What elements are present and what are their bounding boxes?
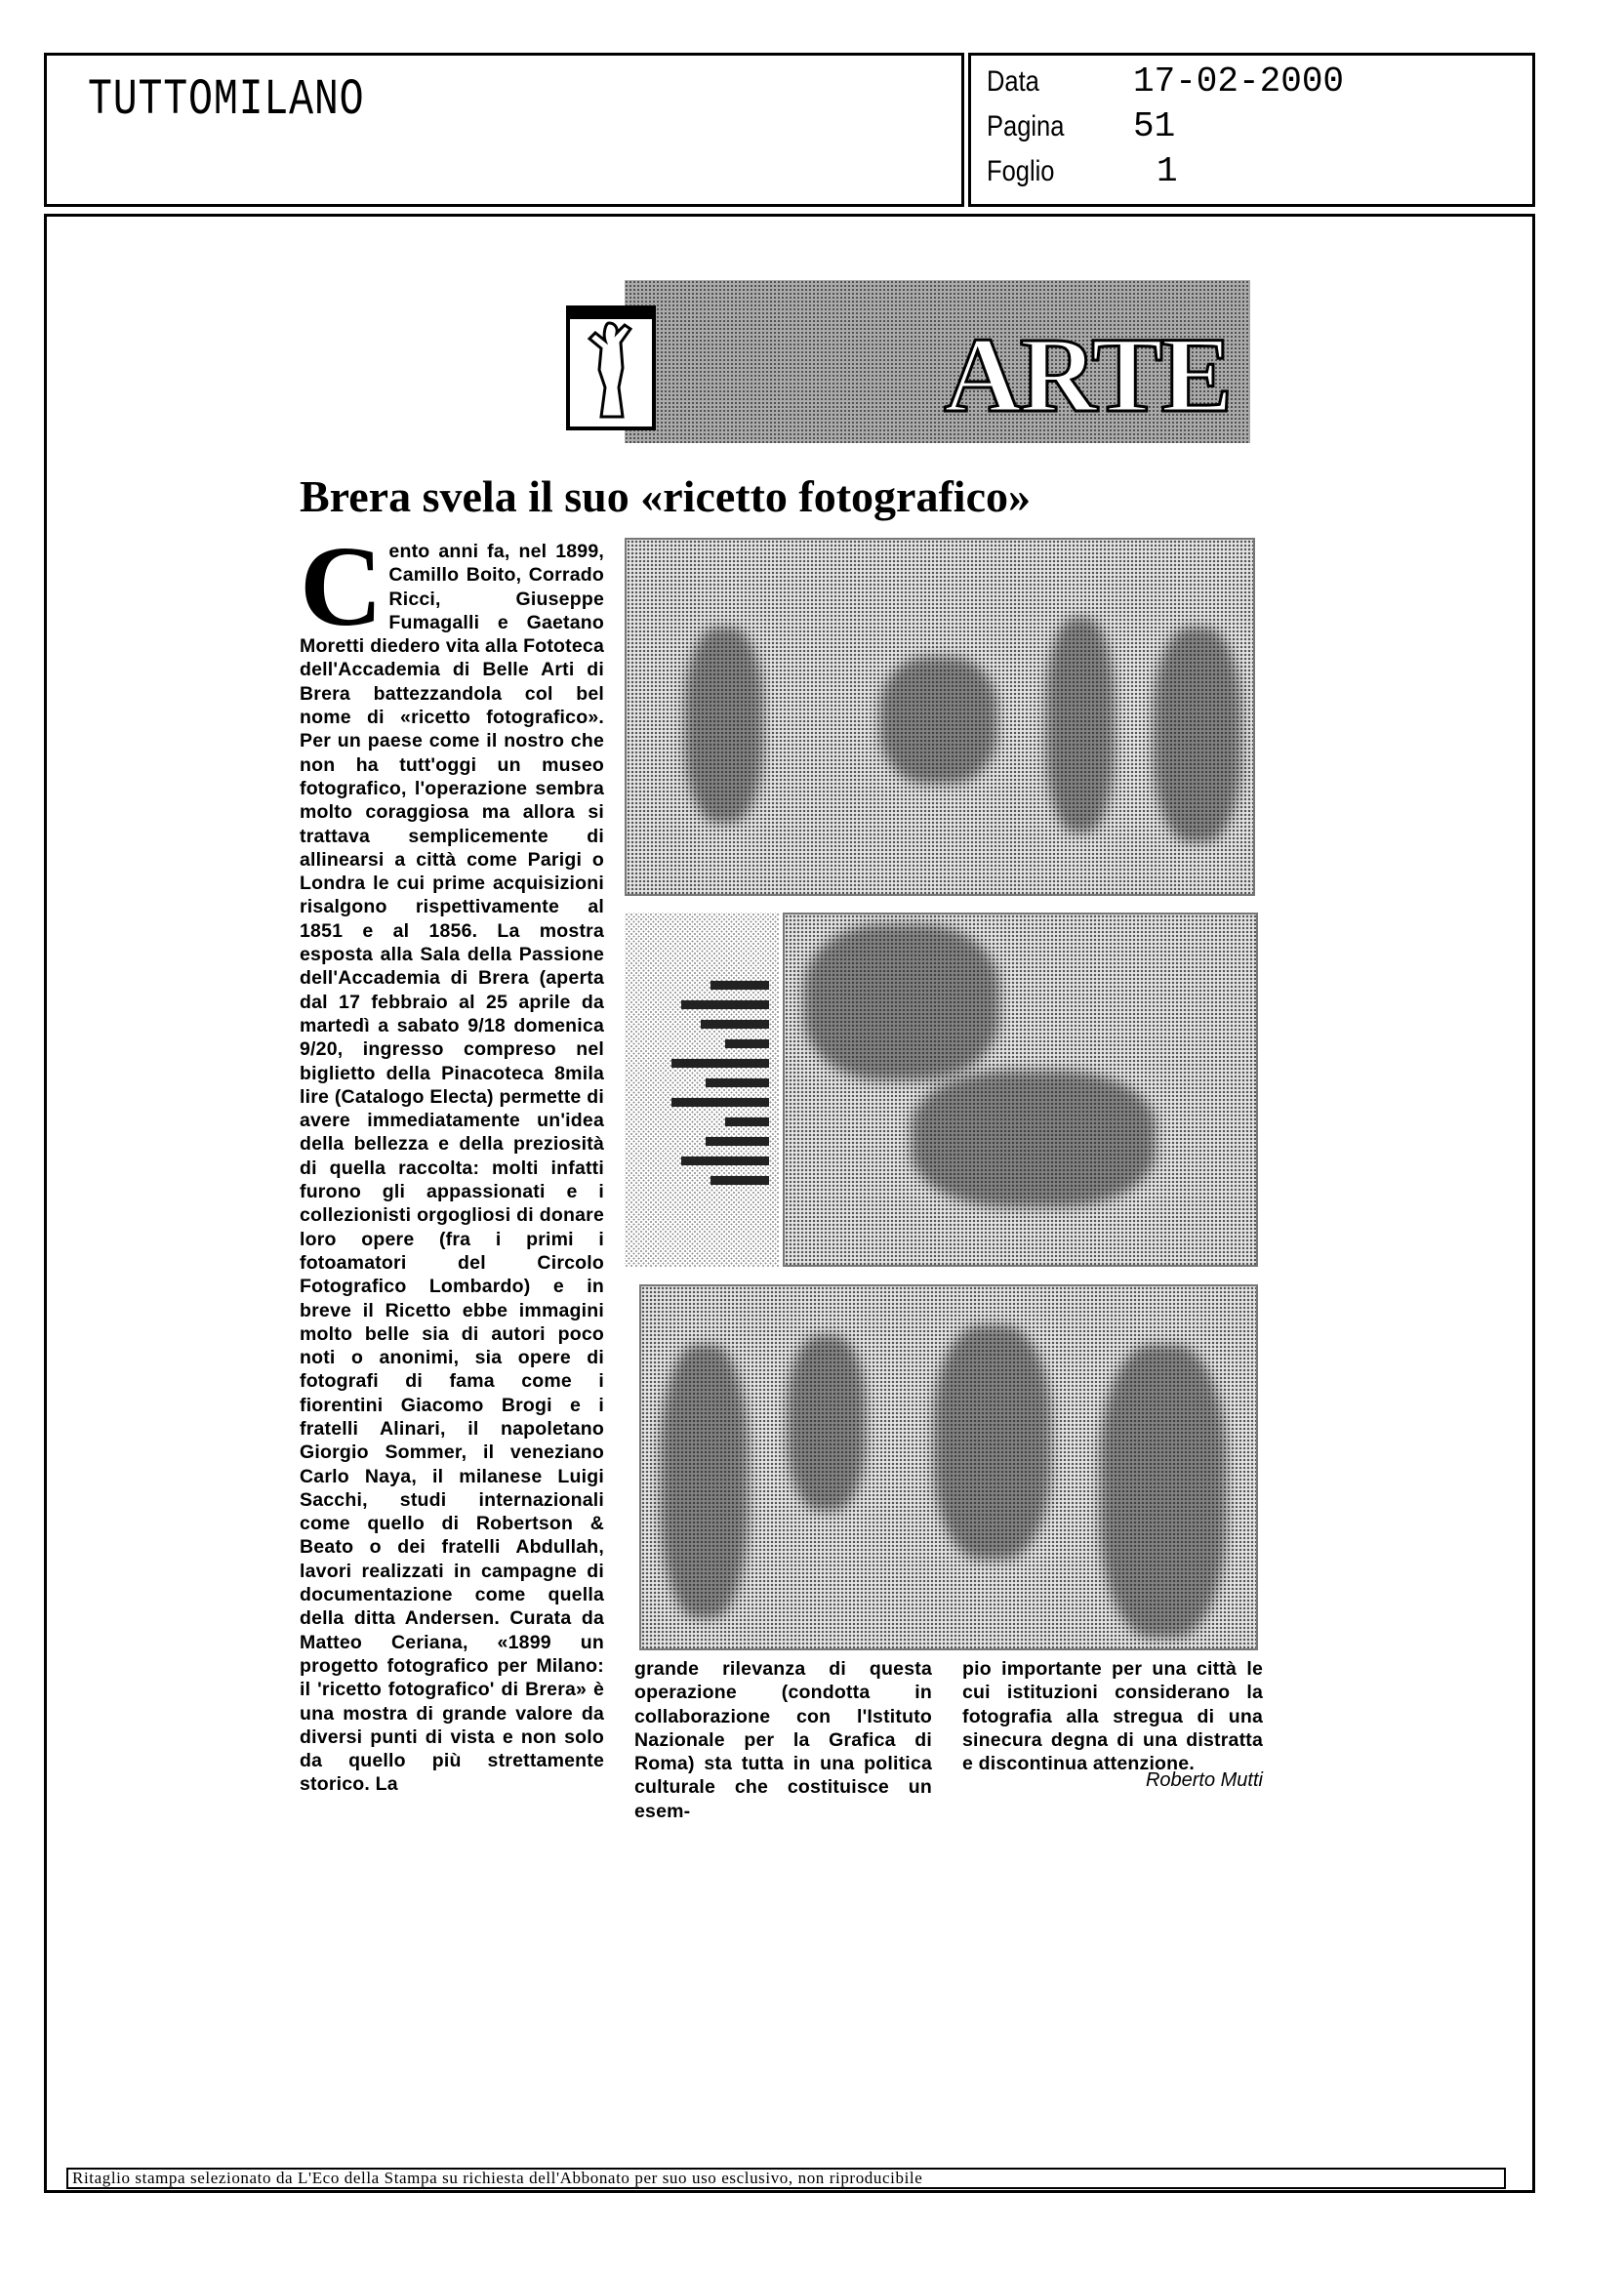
article-photo-2	[783, 913, 1258, 1267]
article-headline: Brera svela il suo «ricetto fotografico»	[300, 471, 1031, 521]
page-label: Pagina	[987, 110, 1065, 142]
metadata-box	[968, 53, 1535, 207]
article-photo-1	[625, 538, 1255, 896]
article-column-1	[300, 522, 604, 1797]
publication-box	[44, 53, 964, 207]
publication-name: TUTTOMILANO	[88, 71, 365, 129]
drop-cap: C	[300, 522, 384, 650]
photo-caption	[625, 913, 779, 1267]
article-byline: Roberto Mutti	[1145, 1769, 1263, 1791]
statue-icon	[566, 305, 656, 430]
article-column-3: pio importante per una città le cui istituzioni considerano la fotografia alla stregua di una sinecura degna di una distratta e discontinua attenzione.	[962, 1658, 1263, 1775]
date-label: Data	[987, 65, 1039, 98]
column-1-text: ento anni fa, nel 1899, Camillo Boito, Corrado Ricci, Giuseppe Fumagalli e Gaetano Moretti diedero vita alla Fototeca dell'Accademia di Belle Arti di Brera battezzandola col bel nome di «ricetto fotografico». Per un paese come il nostro che non ha tutt'oggi un museo fotografico, l'operazione sembra molto coraggiosa ma allora si trattava semplicemente di allinearsi a città come Parigi o Londra le cui prime acquisizioni risalgono rispettivamente al 1851 e al 1856. La mostra esposta alla Sala della Passione dell'Accademia di Brera (aperta dal 17 febbraio al 25 aprile da martedì a sabato 9/18 domenica 9/20, ingresso compreso nel biglietto della Pinacoteca 8mila lire (Catalogo Electa) permette di avere immediatamente un'idea della bellezza e della preziosità di quella raccolta: molti infatti furono gli appassionati e i collezionisti orgogliosi di donare loro opere (fra i primi i fotoamatori del Circolo Fotografico Lombardo) e in breve il Ricetto ebbe immagini molto belle sia di autori poco noti o anonimi, sia opere di fotografi di fama come i fiorentini Giacomo Brogi e i fratelli Alinari, il napoletano Giorgio Sommer, il veneziano Carlo Naya, il milanese Luigi Sacchi, studi internazionali come quello di Robertson & Beato o dei fratelli Abdullah, lavori realizzati in campagne di documentazione come quella della ditta Andersen. Curata da Matteo Ceriana, «1899 un progetto fotografico per Milano: il 'ricetto fotografico' di Brera» è una mostra di grande valore da diversi punti di vista e non solo da quello più strettamente storico. La	[300, 541, 604, 1796]
sheet-value: 1	[1157, 151, 1178, 191]
page-row	[987, 106, 1175, 146]
section-label: ARTE	[944, 315, 1231, 434]
sheet-row	[987, 151, 1178, 191]
sheet-label: Foglio	[987, 155, 1055, 187]
date-row	[987, 61, 1344, 102]
article-photo-3	[639, 1284, 1258, 1650]
copyright-notice: Ritaglio stampa selezionato da L'Eco della Stampa su richiesta dell'Abbonato per suo uso esclusivo, non riproducibile	[66, 2168, 1506, 2189]
article-column-2: grande rilevanza di questa operazione (condotta in collaborazione con l'Istituto Nazionale per la Grafica di Roma) sta tutta in una politica culturale che costituisce un esem-	[634, 1658, 932, 1822]
section-banner	[566, 280, 1250, 443]
date-value: 17-02-2000	[1133, 61, 1345, 102]
page-value: 51	[1133, 106, 1176, 146]
